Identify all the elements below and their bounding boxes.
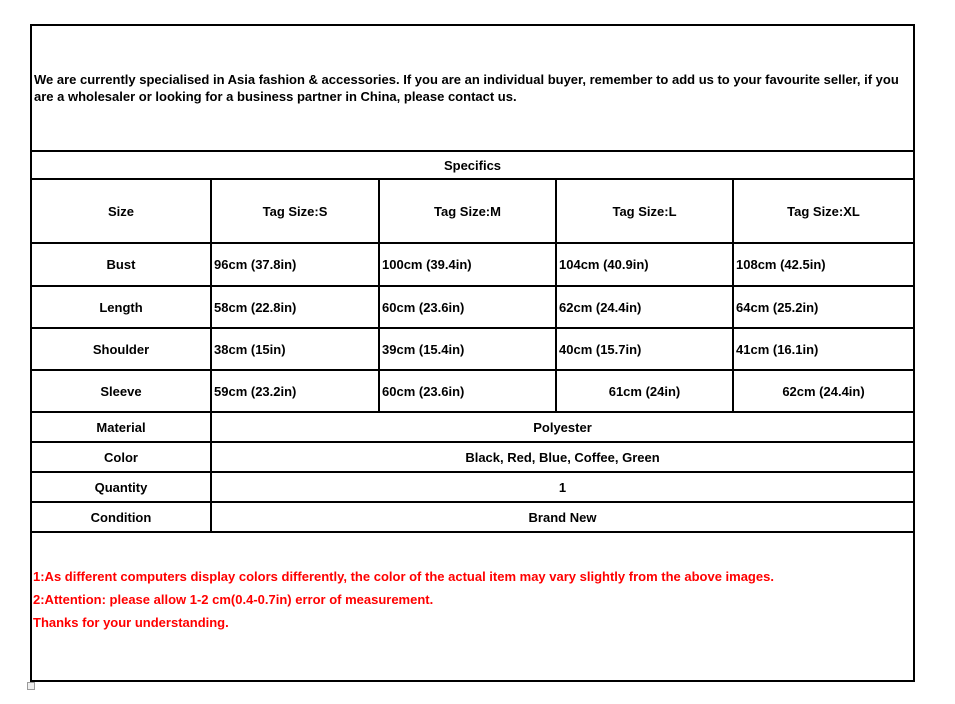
sleeve-value-m: 60cm (23.6in) xyxy=(379,370,556,412)
attr-value-condition: Brand New xyxy=(211,502,914,532)
specifics-title-row xyxy=(31,151,914,179)
attr-label-condition: Condition xyxy=(31,502,211,532)
specifics-title: Specifics xyxy=(31,151,914,179)
col-header-size: Size xyxy=(31,179,211,243)
length-value-l: 62cm (24.4in) xyxy=(556,286,733,328)
size-header-row xyxy=(31,179,914,243)
note-line-2: 2:Attention: please allow 1-2 cm(0.4-0.7in) error of measurement. xyxy=(33,592,434,607)
shoulder-value-xl: 41cm (16.1in) xyxy=(733,328,914,370)
attr-label-material: Material xyxy=(31,412,211,442)
notes-row xyxy=(31,532,914,681)
col-header-tag-s: Tag Size:S xyxy=(211,179,379,243)
table-row-bust xyxy=(31,243,914,286)
length-value-m: 60cm (23.6in) xyxy=(379,286,556,328)
table-row-material xyxy=(31,412,914,442)
table-row-length xyxy=(31,286,914,328)
table-row-color xyxy=(31,442,914,472)
intro-row xyxy=(31,25,914,151)
row-label-bust: Bust xyxy=(31,243,211,286)
row-label-shoulder: Shoulder xyxy=(31,328,211,370)
table-row-condition xyxy=(31,502,914,532)
attr-value-material: Polyester xyxy=(211,412,914,442)
seller-intro-text: We are currently specialised in Asia fashion & accessories. If you are an individual buyer, remember to add us to your favourite seller, if you are a wholesaler or looking for a business partner in China, please contact us. xyxy=(31,25,914,151)
table-row-quantity xyxy=(31,472,914,502)
bust-value-l: 104cm (40.9in) xyxy=(556,243,733,286)
shoulder-value-l: 40cm (15.7in) xyxy=(556,328,733,370)
col-header-tag-xl: Tag Size:XL xyxy=(733,179,914,243)
bust-value-s: 96cm (37.8in) xyxy=(211,243,379,286)
length-value-s: 58cm (22.8in) xyxy=(211,286,379,328)
shoulder-value-m: 39cm (15.4in) xyxy=(379,328,556,370)
broken-image-icon xyxy=(27,682,35,690)
row-label-length: Length xyxy=(31,286,211,328)
col-header-tag-l: Tag Size:L xyxy=(556,179,733,243)
attr-label-color: Color xyxy=(31,442,211,472)
table-row-shoulder xyxy=(31,328,914,370)
table-row-sleeve xyxy=(31,370,914,412)
bust-value-m: 100cm (39.4in) xyxy=(379,243,556,286)
sleeve-value-s: 59cm (23.2in) xyxy=(211,370,379,412)
bust-value-xl: 108cm (42.5in) xyxy=(733,243,914,286)
col-header-tag-m: Tag Size:M xyxy=(379,179,556,243)
note-line-3: Thanks for your understanding. xyxy=(33,615,229,630)
length-value-xl: 64cm (25.2in) xyxy=(733,286,914,328)
shoulder-value-s: 38cm (15in) xyxy=(211,328,379,370)
sleeve-value-l: 61cm (24in) xyxy=(556,370,733,412)
sleeve-value-xl: 62cm (24.4in) xyxy=(733,370,914,412)
attr-value-quantity: 1 xyxy=(211,472,914,502)
notes-section xyxy=(31,532,914,681)
attr-label-quantity: Quantity xyxy=(31,472,211,502)
note-line-1: 1:As different computers display colors differently, the color of the actual item may vary slightly from the above images. xyxy=(33,569,774,584)
row-label-sleeve: Sleeve xyxy=(31,370,211,412)
attr-value-color: Black, Red, Blue, Coffee, Green xyxy=(211,442,914,472)
specifics-table xyxy=(30,24,915,682)
